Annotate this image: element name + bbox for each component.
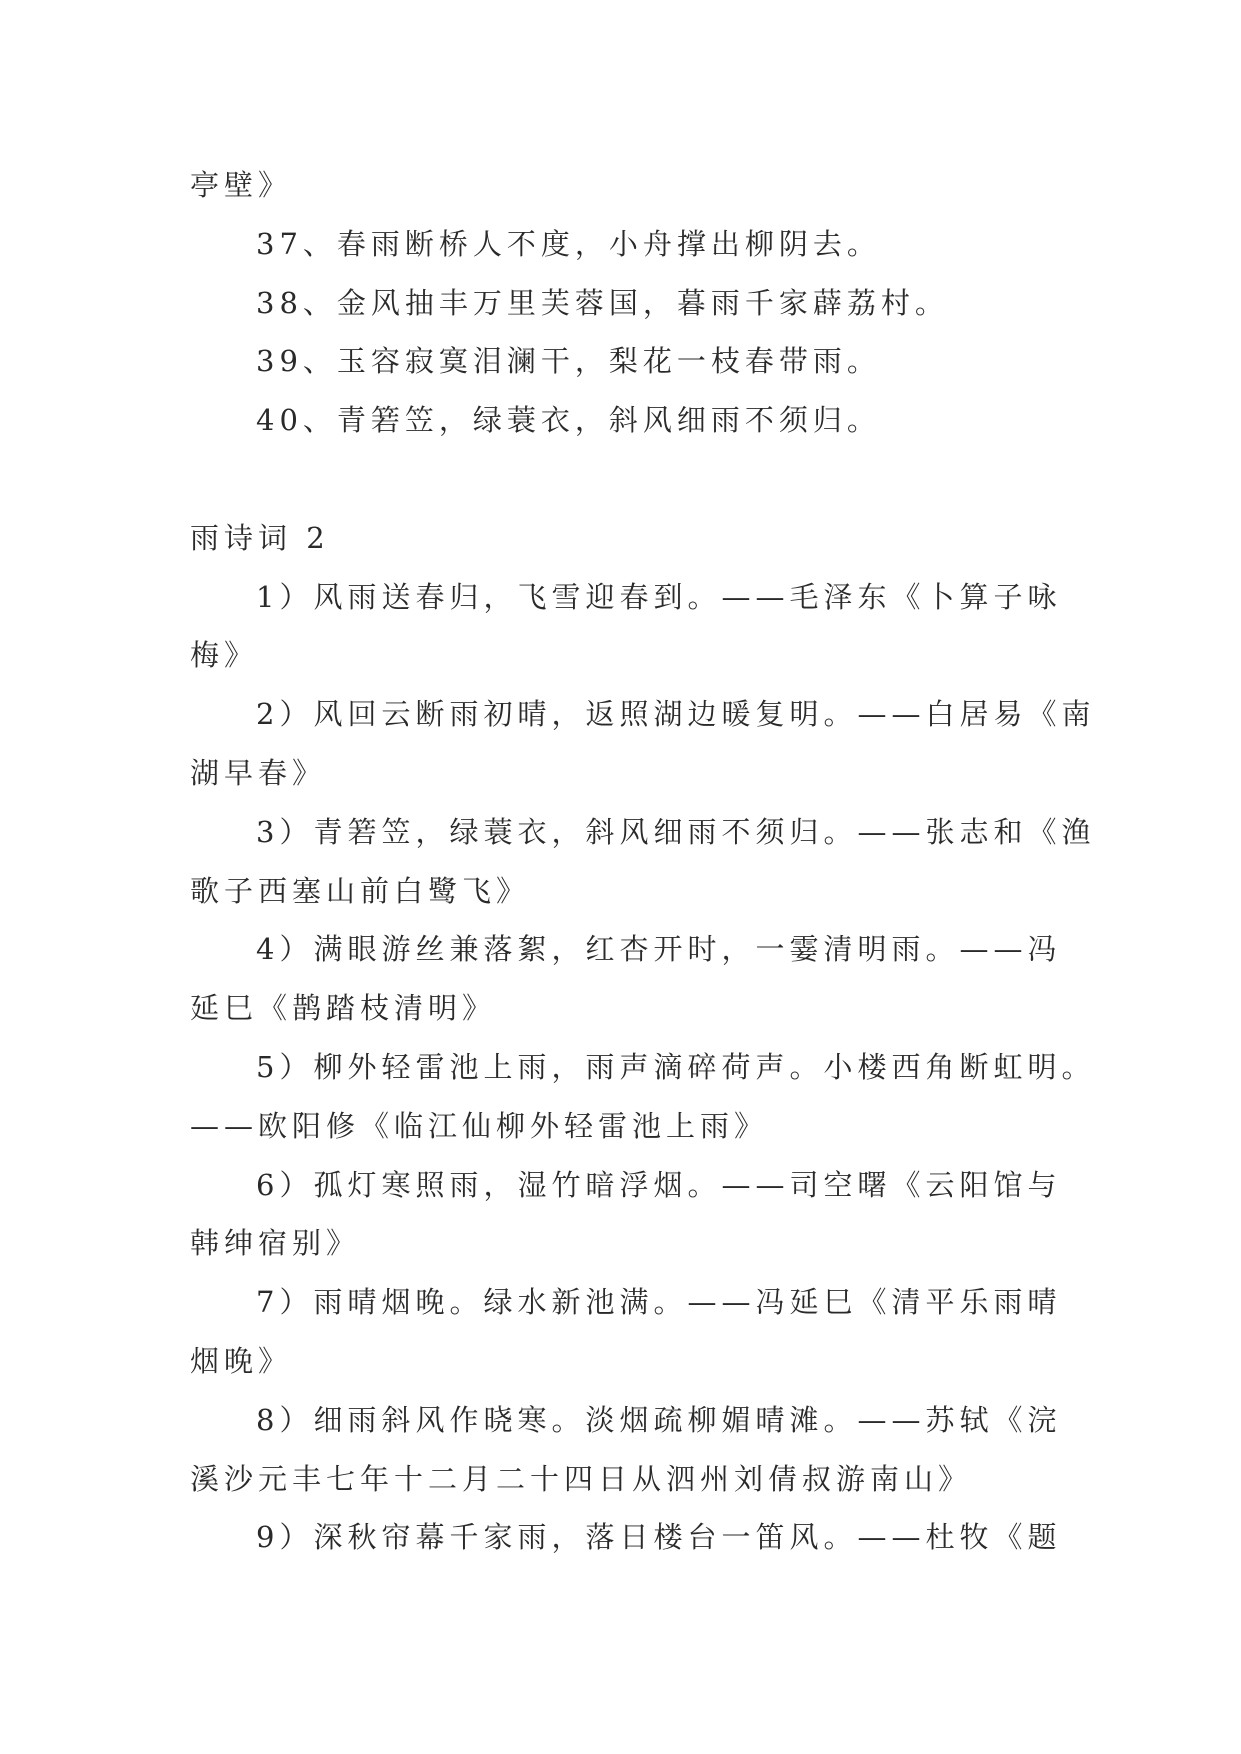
poem-5-line-1: 5）柳外轻雷池上雨，雨声滴碎荷声。小楼西角断虹明。 xyxy=(256,1049,1096,1084)
section-title: 雨诗词 2 xyxy=(190,520,330,555)
poem-7-line-1: 7）雨晴烟晚。绿水新池满。——冯延巳《清平乐雨晴 xyxy=(256,1285,1062,1320)
list-item-37: 37、春雨断桥人不度，小舟撑出柳阴去。 xyxy=(256,226,881,261)
poem-2-line-1: 2）风回云断雨初晴，返照湖边暖复明。——白居易《南 xyxy=(256,697,1096,732)
list-item-39: 39、玉容寂寞泪澜干，梨花一枝春带雨。 xyxy=(256,344,881,379)
poem-9-line-1: 9）深秋帘幕千家雨，落日楼台一笛风。——杜牧《题 xyxy=(256,1520,1062,1555)
poem-5-line-2: ——欧阳修《临江仙柳外轻雷池上雨》 xyxy=(190,1108,769,1143)
poem-1-line-1: 1）风雨送春归，飞雪迎春到。——毛泽东《卜算子咏 xyxy=(256,579,1062,614)
poem-8-line-2: 溪沙元丰七年十二月二十四日从泗州刘倩叔游南山》 xyxy=(190,1461,973,1496)
poem-1-line-2: 梅》 xyxy=(190,638,259,673)
continuation-line: 亭壁》 xyxy=(190,168,293,202)
poem-7-line-2: 烟晚》 xyxy=(190,1343,293,1378)
poem-6-line-2: 韩绅宿别》 xyxy=(190,1226,361,1261)
blank-line xyxy=(190,450,1054,509)
document-page xyxy=(190,156,1096,1567)
poem-8-line-1: 8）细雨斜风作晓寒。淡烟疏柳媚晴滩。——苏轼《浣 xyxy=(256,1402,1062,1437)
poem-3-line-1: 3）青箬笠，绿蓑衣，斜风细雨不须归。——张志和《渔 xyxy=(256,814,1096,849)
poem-4-line-2: 延巳《鹊踏枝清明》 xyxy=(190,991,497,1026)
poem-3-line-2: 歌子西塞山前白鹭飞》 xyxy=(190,873,531,908)
poem-4-line-1: 4）满眼游丝兼落絮，红杏开时，一霎清明雨。——冯 xyxy=(256,932,1062,967)
poem-6-line-1: 6）孤灯寒照雨，湿竹暗浮烟。——司空曙《云阳馆与 xyxy=(256,1167,1062,1202)
poem-2-line-2: 湖早春》 xyxy=(190,755,327,790)
list-item-40: 40、青箬笠，绿蓑衣，斜风细雨不须归。 xyxy=(256,403,881,438)
list-item-38: 38、金风抽丰万里芙蓉国，暮雨千家薜荔村。 xyxy=(256,285,949,320)
